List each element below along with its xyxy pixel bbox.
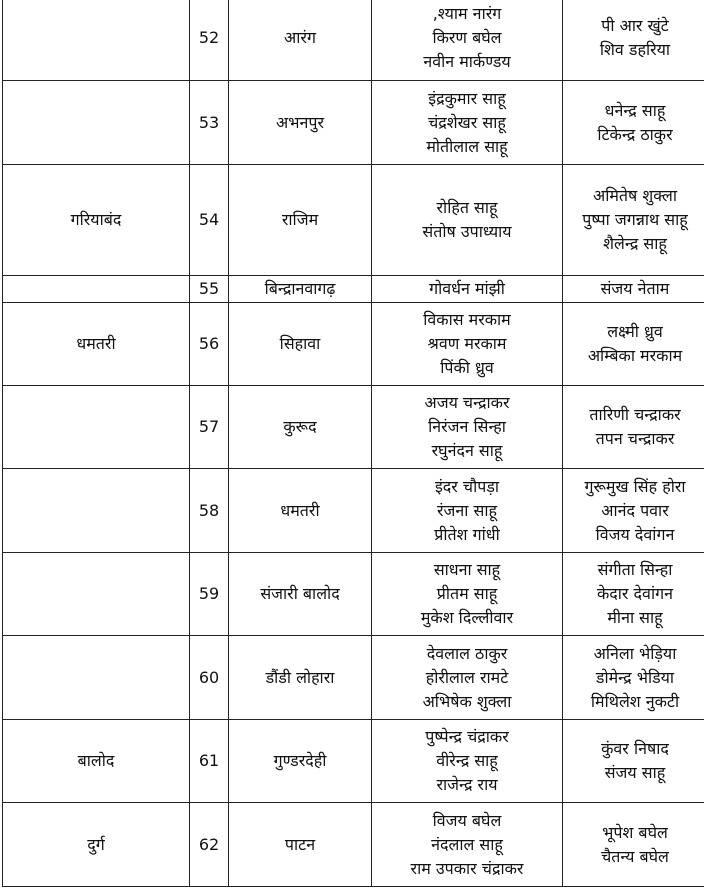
candidate-name: पिंकी ध्रुव	[440, 358, 494, 377]
candidate-list-a	[372, 636, 563, 720]
district-cell	[3, 636, 190, 720]
candidate-name: विकास मरकाम	[423, 310, 511, 329]
candidate-list-b	[563, 81, 704, 165]
candidate-name: धनेन्द्र साहू	[604, 100, 666, 120]
serial-number-cell: 62	[190, 803, 229, 887]
candidate-list-a	[372, 803, 563, 887]
candidate-name: अजय चन्द्राकर	[424, 393, 510, 412]
candidate-list-b	[563, 303, 704, 386]
district-cell	[3, 386, 190, 469]
candidate-list-b	[563, 803, 704, 887]
candidate-name: देवलाल ठाकुर	[426, 643, 508, 663]
candidate-name: इंद्रकुमार साहू	[428, 88, 506, 108]
district-cell	[3, 81, 190, 165]
table-row	[3, 469, 704, 553]
candidate-name: चंद्रशेखर साहू	[428, 112, 506, 132]
district-cell	[3, 469, 190, 553]
candidate-list-a	[372, 165, 563, 276]
candidate-name: संजय नेताम	[600, 279, 670, 298]
candidate-list-a	[372, 469, 563, 553]
candidate-name: तारिणी चन्द्राकर	[589, 405, 681, 424]
constituency-cell: सिहावा	[229, 303, 372, 386]
candidate-list-b	[563, 720, 704, 803]
candidate-name: डोमेन्द्र भेडिया	[595, 667, 675, 687]
candidate-name: चैतन्य बघेल	[601, 846, 669, 866]
candidate-name: रघुनंदन साहू	[431, 441, 503, 460]
candidate-name: शिव डहरिया	[599, 39, 671, 59]
candidate-name: नंदलाल साहू	[431, 834, 503, 854]
table-row	[3, 553, 704, 636]
candidate-name: विजय देवांगन	[595, 524, 675, 544]
candidate-name: शैलेन्द्र साहू	[603, 234, 667, 253]
candidate-name: होरीलाल रामटे	[425, 667, 509, 687]
candidate-name: प्रीतम साहू	[436, 584, 498, 603]
candidate-list-a	[372, 0, 563, 81]
serial-number-cell: 52	[190, 0, 229, 81]
table-row	[3, 81, 704, 165]
candidate-list-a	[372, 81, 563, 165]
district-cell: बालोद	[3, 720, 190, 803]
serial-number-cell: 59	[190, 553, 229, 636]
candidate-name: विजय बघेल	[432, 810, 502, 830]
candidate-list-b	[563, 276, 704, 303]
constituency-cell: संजारी बालोद	[229, 553, 372, 636]
serial-number-cell: 56	[190, 303, 229, 386]
candidate-name: राम उपकार चंद्राकर	[410, 858, 524, 878]
candidate-name: भूपेश बघेल	[602, 822, 668, 842]
candidate-list-a	[372, 553, 563, 636]
table-row	[3, 303, 704, 386]
serial-number-cell: 61	[190, 720, 229, 803]
table-row	[3, 636, 704, 720]
candidate-name: निरंजन सिन्हा	[428, 417, 506, 436]
serial-number-cell: 53	[190, 81, 229, 165]
serial-number-cell: 58	[190, 469, 229, 553]
table-row	[3, 0, 704, 81]
candidate-name: अभिषेक शुक्ला	[422, 691, 512, 711]
constituency-cell: डौंडी लोहारा	[229, 636, 372, 720]
candidate-list-b	[563, 165, 704, 276]
candidate-list-b	[563, 553, 704, 636]
constituency-cell: बिन्द्रानवागढ़	[229, 276, 372, 303]
constituency-cell: आरंग	[229, 0, 372, 81]
table-row	[3, 386, 704, 469]
district-cell: धमतरी	[3, 303, 190, 386]
candidate-list-b	[563, 469, 704, 553]
serial-number-cell: 55	[190, 276, 229, 303]
candidate-name: गोवर्धन मांझी	[429, 279, 505, 298]
candidate-name: किरण बघेल	[432, 27, 502, 47]
constituency-cell: राजिम	[229, 165, 372, 276]
candidate-name: ,श्याम नारंग	[432, 3, 502, 23]
constituency-cell: गुण्डरदेही	[229, 720, 372, 803]
candidate-name: गुरूमुख सिंह होरा	[584, 476, 686, 496]
candidate-name: श्रवण मरकाम	[427, 334, 507, 353]
candidate-name: अमितेष शुक्ला	[593, 186, 677, 205]
candidate-list-b	[563, 386, 704, 469]
district-cell: गरियाबंद	[3, 165, 190, 276]
candidate-name: पुष्पा जगन्नाथ साहू	[582, 210, 688, 229]
constituency-cell: कुरूद	[229, 386, 372, 469]
constituency-cell: अभनपुर	[229, 81, 372, 165]
serial-number-cell: 54	[190, 165, 229, 276]
candidate-list-a	[372, 386, 563, 469]
candidate-name: संगीता सिन्हा	[597, 560, 673, 579]
candidate-name: मीना साहू	[607, 608, 663, 627]
candidate-name: इंदर चौपड़ा	[434, 476, 500, 496]
candidate-name: राजेन्द्र राय	[436, 775, 498, 794]
candidate-list-a	[372, 276, 563, 303]
table-row	[3, 276, 704, 303]
district-cell: दुर्ग	[3, 803, 190, 887]
district-cell	[3, 553, 190, 636]
candidate-name: केदार देवांगन	[597, 584, 673, 603]
candidate-name: नवीन मार्कण्डय	[423, 51, 511, 71]
table-row	[3, 165, 704, 276]
constituency-cell: पाटन	[229, 803, 372, 887]
table-row	[3, 720, 704, 803]
candidate-name: मुकेश दिल्लीवार	[420, 608, 514, 627]
district-cell	[3, 0, 190, 81]
candidate-name: प्रीतेश गांधी	[434, 524, 500, 544]
candidate-name: साधना साहू	[433, 560, 501, 579]
constituency-cell: धमतरी	[229, 469, 372, 553]
candidate-name: पी आर खुंटे	[601, 15, 669, 35]
candidate-name: रोहित साहू	[436, 198, 498, 217]
candidate-name: अनिला भेड़िया	[593, 643, 677, 663]
candidate-name: अम्बिका मरकाम	[587, 346, 683, 365]
serial-number-cell: 60	[190, 636, 229, 720]
candidate-name: संतोष उपाध्याय	[422, 222, 512, 241]
candidate-list-b	[563, 0, 704, 81]
candidate-list-b	[563, 636, 704, 720]
candidate-list-a	[372, 720, 563, 803]
candidate-name: वीरेन्द्र साहू	[436, 751, 498, 770]
serial-number-cell: 57	[190, 386, 229, 469]
table-row	[3, 803, 704, 887]
district-cell	[3, 276, 190, 303]
candidate-name: लक्ष्मी ध्रुव	[607, 322, 663, 341]
candidate-name: संजय साहू	[604, 763, 666, 782]
candidate-name: मोतीलाल साहू	[426, 136, 508, 156]
candidate-table	[2, 0, 704, 887]
candidate-name: रंजना साहू	[437, 500, 497, 520]
candidate-name: कुंवर निषाद	[601, 739, 669, 758]
candidate-name: मिथिलेश नुकटी	[590, 691, 680, 711]
candidate-name: पुष्पेन्द्र चंद्राकर	[425, 727, 509, 746]
candidate-name: आनंद पवार	[601, 500, 669, 520]
candidate-name: तपन चन्द्राकर	[595, 429, 675, 448]
candidate-list-a	[372, 303, 563, 386]
candidate-name: टिकेन्द्र ठाकुर	[597, 124, 673, 144]
